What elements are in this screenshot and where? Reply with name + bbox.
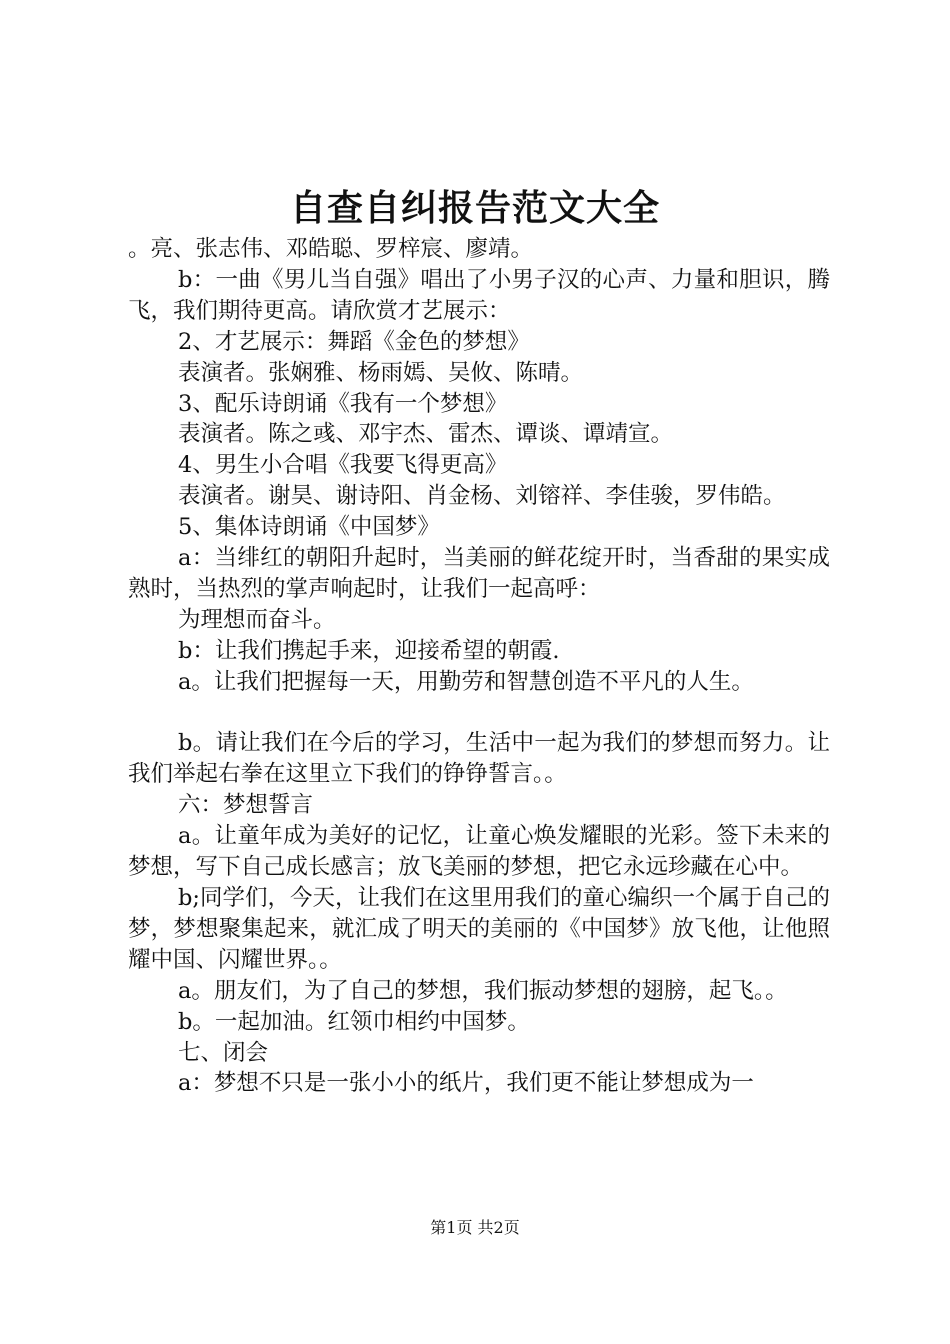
paragraph: 。亮、张志伟、邓皓聪、罗梓宸、廖靖。 xyxy=(128,236,534,262)
paragraph: 七、闭会 xyxy=(178,1039,269,1066)
paragraph: 5、集体诗朗诵《中国梦》 xyxy=(178,514,440,541)
paragraph: 为理想而奋斗。 xyxy=(178,606,336,633)
paragraph: b：一曲《男儿当自强》唱出了小男子汉的心声、力量和胆识，腾飞，我们期待更高。请欣赏才艺展示： xyxy=(128,266,830,324)
document-body xyxy=(128,234,830,1099)
paragraph: a。朋友们，为了自己的梦想，我们振动梦想的翅膀，起飞。。 xyxy=(178,977,788,1004)
paragraph: a：梦想不只是一张小小的纸片，我们更不能让梦想成为一 xyxy=(178,1070,754,1097)
paragraph: b。一起加油。红领巾相约中国梦。 xyxy=(178,1008,530,1035)
paragraph: a。让我们把握每一天，用勤劳和智慧创造不平凡的人生。 xyxy=(178,668,754,695)
paragraph: 表演者。谢昊、谢诗阳、肖金杨、刘镕祥、李佳骏，罗伟皓。 xyxy=(178,483,786,510)
paragraph: 4、男生小合唱《我要飞得更高》 xyxy=(178,452,508,479)
paragraph: 3、配乐诗朗诵《我有一个梦想》 xyxy=(178,390,508,417)
document-title: 自查自纠报告范文大全 xyxy=(289,187,660,229)
blank-line xyxy=(128,698,830,729)
paragraph: a：当绯红的朝阳升起时，当美丽的鲜花绽开时，当香甜的果实成熟时，当热烈的掌声响起时，让我们一起高呼： xyxy=(128,545,830,602)
paragraph: 2、才艺展示：舞蹈《金色的梦想》 xyxy=(178,328,530,355)
paragraph: 表演者。张娴雅、杨雨嫣、吴攸、陈晴。 xyxy=(178,359,584,386)
paragraph: 表演者。陈之彧、邓宇杰、雷杰、谭谈、谭靖宣。 xyxy=(178,421,674,448)
paragraph: b：让我们携起手来，迎接希望的朝霞. xyxy=(178,637,560,664)
paragraph: 六：梦想誓言 xyxy=(178,792,314,819)
paragraph: b。请让我们在今后的学习，生活中一起为我们的梦想而努力。让我们举起右拳在这里立下我们的铮铮誓言。。 xyxy=(128,730,830,788)
page-footer: 第1页 共2页 xyxy=(430,1218,520,1237)
paragraph: b;同学们，今天，让我们在这里用我们的童心编织一个属于自己的梦，梦想聚集起来，就汇成了明天的美丽的《中国梦》放飞他，让他照耀中国、闪耀世界。。 xyxy=(128,885,830,973)
paragraph: a。让童年成为美好的记忆，让童心焕发耀眼的光彩。签下未来的梦想，写下自己成长感言；放飞美丽的梦想，把它永远珍藏在心中。 xyxy=(128,823,830,881)
